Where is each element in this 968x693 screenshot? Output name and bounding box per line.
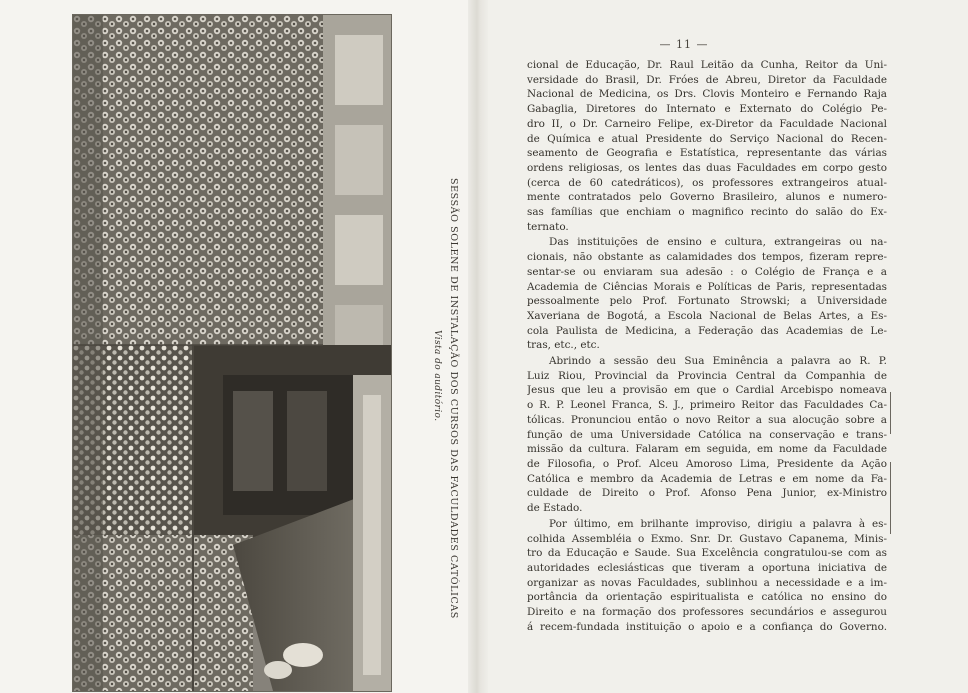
text-line: Jesus que leu a provisão em que o Cardial Arcebispo nomeava xyxy=(527,384,887,397)
text-line: de Estado. xyxy=(527,502,583,515)
text-line: Xaveriana de Bogotá, a Escola Nacional de Belas Artes, a Es- xyxy=(527,309,887,322)
text-line: pessoalmente pelo Prof. Fortunato Strowski; a Universidade xyxy=(527,295,887,308)
text-line: dro II, o Dr. Carneiro Felipe, ex-Diretor da Faculdade Nacional xyxy=(527,117,887,130)
text-line: seamento de Geografia e Estatística, representante das várias xyxy=(527,147,887,160)
text-line: Das instituições de ensino e cultura, extrangeiras ou na- xyxy=(549,236,887,249)
text-line: cola Paulista de Medicina, a Federação das Academias de Le- xyxy=(527,324,887,337)
paragraph-4 xyxy=(527,517,887,635)
margin-line-mark xyxy=(890,392,891,434)
text-line: cional de Educação, Dr. Raul Leitão da Cunha, Reitor da Uni- xyxy=(527,59,887,71)
text-line: sentar-se ou enviaram sua adesão : o Colégio de França e a xyxy=(527,265,887,278)
page-number: — 11 — xyxy=(659,38,709,51)
text-line: missão da cultura. Falaram em seguida, em nome da Faculdade xyxy=(527,443,887,456)
book-gutter xyxy=(468,0,488,693)
text-line: colhida Assembléia o Exmo. Snr. Dr. Gustavo Capanema, Minis- xyxy=(527,532,887,545)
text-line: tras, etc., etc. xyxy=(527,339,600,352)
text-line: função de uma Universidade Católica na conservação e trans- xyxy=(527,428,887,441)
text-line: versidade do Brasil, Dr. Fróes de Abreu, Diretor da Faculdade xyxy=(527,73,887,86)
text-line: o R. P. Leonel Franca, S. J., primeiro Reitor das Faculdades Ca- xyxy=(527,399,887,412)
text-line: tólicas. Pronunciou então o novo Reitor a sua alocução sobre a xyxy=(527,413,887,426)
text-line: Por último, em brilhante improviso, dirigiu a palavra à es- xyxy=(549,517,887,530)
text-line: Luiz Riou, Provincial da Provincia Central da Companhia de xyxy=(527,369,887,382)
text-line: (cerca de 60 catedráticos), os professores extrangeiros atual- xyxy=(527,176,887,189)
text-line: Gabaglia, Diretores do Internato e Externato do Colégio Pe- xyxy=(527,103,887,116)
text-line: organizar as novas Faculdades, sublinhou a necessidade e a im- xyxy=(527,576,887,589)
text-line: á recem-fundada instituição o apoio e a confiança do Governo. xyxy=(527,620,887,633)
text-line: culdade de Direito o Prof. Afonso Pena Junior, ex-Ministro xyxy=(527,487,887,500)
text-line: Nacional de Medicina, os Drs. Clovis Monteiro e Fernando Raja xyxy=(527,88,887,101)
paragraph-1 xyxy=(527,58,887,234)
ceremony-photograph xyxy=(72,14,392,692)
photo-caption xyxy=(402,18,462,678)
text-line: mente contratados pelo Governo Brasileiro, alunos e numero- xyxy=(527,191,887,204)
paragraph-2 xyxy=(527,235,887,353)
text-line: Direito e na formação dos professores secundários e assegurou xyxy=(527,606,887,619)
body-text xyxy=(527,58,887,634)
text-line: ordens religiosas, os lentes das duas Faculdades em corpo gesto xyxy=(527,161,887,174)
text-line: de Filosofia, o Prof. Alceu Amoroso Lima, Presidente da Ação xyxy=(527,457,887,470)
text-line: Abrindo a sessão deu Sua Eminência a palavra ao R. P. xyxy=(549,355,887,368)
text-line: cionais, não obstante as calamidades dos tempos, fizeram repre- xyxy=(527,251,887,264)
text-line: autoridades eclesiásticas que tiveram a oportuna iniciativa de xyxy=(527,561,887,574)
caption-subtitle: Vista do auditório. xyxy=(432,330,442,422)
text-line: tro da Educação e Saude. Sua Excelência congratulou-se com as xyxy=(527,547,887,560)
text-line: de Química e atual Presidente do Serviço Nacional do Recen- xyxy=(527,132,887,145)
paragraph-3 xyxy=(527,354,887,516)
text-line: ternato. xyxy=(527,220,569,233)
caption-title: SESSÃO SOLENE DE INSTALAÇÃO DOS CURSOS DAS FACULDADES CATÓLICAS xyxy=(448,178,459,619)
text-line: Católica e membro da Academia de Letras e em nome da Fa- xyxy=(527,472,887,485)
text-line: portância da orientação espiritualista e católica no ensino do xyxy=(527,591,887,604)
text-line: sas famílias que enchiam o magnifico recinto do salão do Ex- xyxy=(527,206,887,219)
margin-line-mark xyxy=(890,462,891,534)
text-line: Academia de Ciências Morais e Políticas de Paris, representadas xyxy=(527,280,887,293)
